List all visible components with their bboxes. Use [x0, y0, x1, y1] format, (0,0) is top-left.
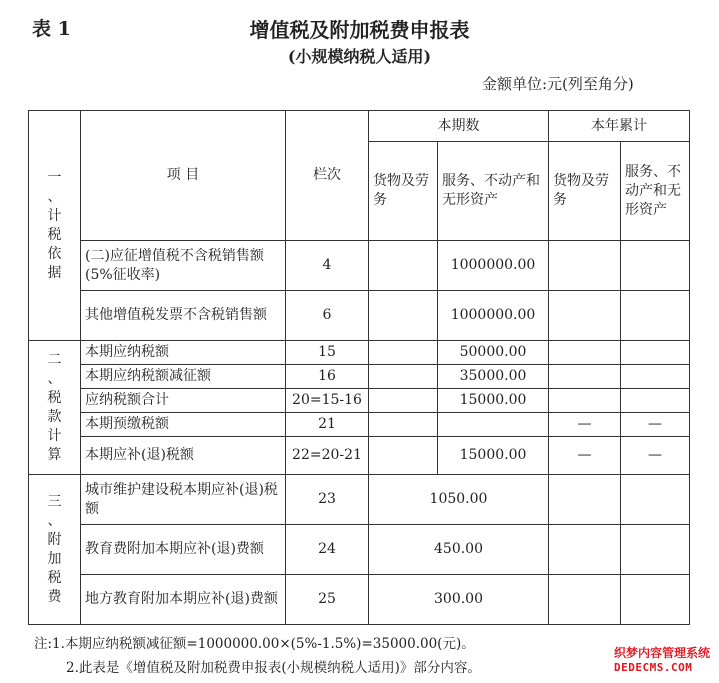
table-row: [29, 241, 690, 291]
table-row: [29, 413, 690, 437]
row-seq: 22=20-21: [286, 437, 369, 475]
row-seq: 20=15-16: [286, 389, 369, 413]
row-ytd-services: [621, 341, 690, 365]
row-goods: [369, 413, 438, 437]
header-services: 服务、不动产和无形资产: [438, 142, 549, 241]
row-seq: 6: [286, 291, 369, 341]
table-row: [29, 291, 690, 341]
row-ytd-goods: [549, 291, 621, 341]
row-item: 教育费附加本期应补(退)费额: [81, 525, 286, 575]
tax-return-table: [28, 110, 690, 625]
row-services: [438, 413, 549, 437]
row-item: 其他增值税发票不含税销售额: [81, 291, 286, 341]
row-services: 50000.00: [438, 341, 549, 365]
row-ytd-goods: —: [549, 437, 621, 475]
row-seq: 4: [286, 241, 369, 291]
form-subtitle: (小规模纳税人适用): [287, 47, 432, 66]
table-row: [29, 365, 690, 389]
row-item: 城市维护建设税本期应补(退)税额: [81, 475, 286, 525]
amount-unit: 金额单位:元(列至角分): [482, 75, 634, 93]
row-amount: 450.00: [369, 525, 549, 575]
row-seq: 25: [286, 575, 369, 625]
row-empty: [549, 575, 621, 625]
row-amount: 300.00: [369, 575, 549, 625]
row-goods: [369, 365, 438, 389]
row-ytd-goods: [549, 341, 621, 365]
row-goods: [369, 291, 438, 341]
section-1-label: 一 、 计 税 依 据: [29, 111, 81, 341]
row-amount: 1050.00: [369, 475, 549, 525]
row-seq: 23: [286, 475, 369, 525]
row-goods: [369, 241, 438, 291]
footnote-1: 注:1.本期应纳税额减征额=1000000.00×(5%-1.5%)=35000.00(元)。: [34, 636, 475, 652]
row-ytd-goods: —: [549, 413, 621, 437]
table-row: [29, 341, 690, 365]
row-item: 本期应补(退)税额: [81, 437, 286, 475]
row-ytd-services: —: [621, 437, 690, 475]
watermark-logo: [611, 643, 713, 675]
row-empty: [621, 575, 690, 625]
row-empty: [549, 475, 621, 525]
row-ytd-services: [621, 241, 690, 291]
row-services: 15000.00: [438, 437, 549, 475]
footnote-2: 2.此表是《增值税及附加税费申报表(小规模纳税人适用)》部分内容。: [66, 660, 481, 676]
row-item: (二)应征增值税不含税销售额(5%征收率): [81, 241, 286, 291]
row-item: 应纳税额合计: [81, 389, 286, 413]
section-3-label: 三 、 附 加 税 费: [29, 475, 81, 625]
row-seq: 24: [286, 525, 369, 575]
row-ytd-services: [621, 291, 690, 341]
table-row: [29, 437, 690, 475]
row-ytd-services: [621, 365, 690, 389]
table-row: [29, 389, 690, 413]
row-services: 1000000.00: [438, 291, 549, 341]
row-goods: [369, 389, 438, 413]
header-year-to-date: 本年累计: [549, 111, 690, 142]
row-seq: 21: [286, 413, 369, 437]
row-goods: [369, 437, 438, 475]
row-seq: 15: [286, 341, 369, 365]
row-services: 15000.00: [438, 389, 549, 413]
header-goods: 货物及劳务: [369, 142, 438, 241]
row-goods: [369, 341, 438, 365]
watermark-text: 织梦内容管理系统: [613, 646, 710, 660]
header-item: 项 目: [81, 111, 286, 241]
row-ytd-goods: [549, 389, 621, 413]
footnotes: [34, 632, 481, 680]
table-row: [29, 525, 690, 575]
row-ytd-goods: [549, 365, 621, 389]
row-empty: [621, 475, 690, 525]
header-current-period: 本期数: [369, 111, 549, 142]
header-seq: 栏次: [286, 111, 369, 241]
row-item: 本期预缴税额: [81, 413, 286, 437]
row-ytd-services: [621, 389, 690, 413]
row-services: 35000.00: [438, 365, 549, 389]
row-ytd-goods: [549, 241, 621, 291]
header-ytd-services: 服务、不动产和无形资产: [621, 142, 690, 241]
watermark-domain: DEDECMS.COM: [613, 661, 693, 674]
section-2-label: 二 、 税 款 计 算: [29, 341, 81, 475]
row-item: 本期应纳税额: [81, 341, 286, 365]
form-title: 增值税及附加税费申报表: [249, 18, 470, 42]
row-item: 本期应纳税额减征额: [81, 365, 286, 389]
header-ytd-goods: 货物及劳务: [549, 142, 621, 241]
row-ytd-services: —: [621, 413, 690, 437]
row-seq: 16: [286, 365, 369, 389]
table-row: [29, 475, 690, 525]
row-empty: [549, 525, 621, 575]
row-item: 地方教育附加本期应补(退)费额: [81, 575, 286, 625]
table-label: 表 1: [32, 18, 71, 40]
row-empty: [621, 525, 690, 575]
table-row: [29, 575, 690, 625]
row-services: 1000000.00: [438, 241, 549, 291]
